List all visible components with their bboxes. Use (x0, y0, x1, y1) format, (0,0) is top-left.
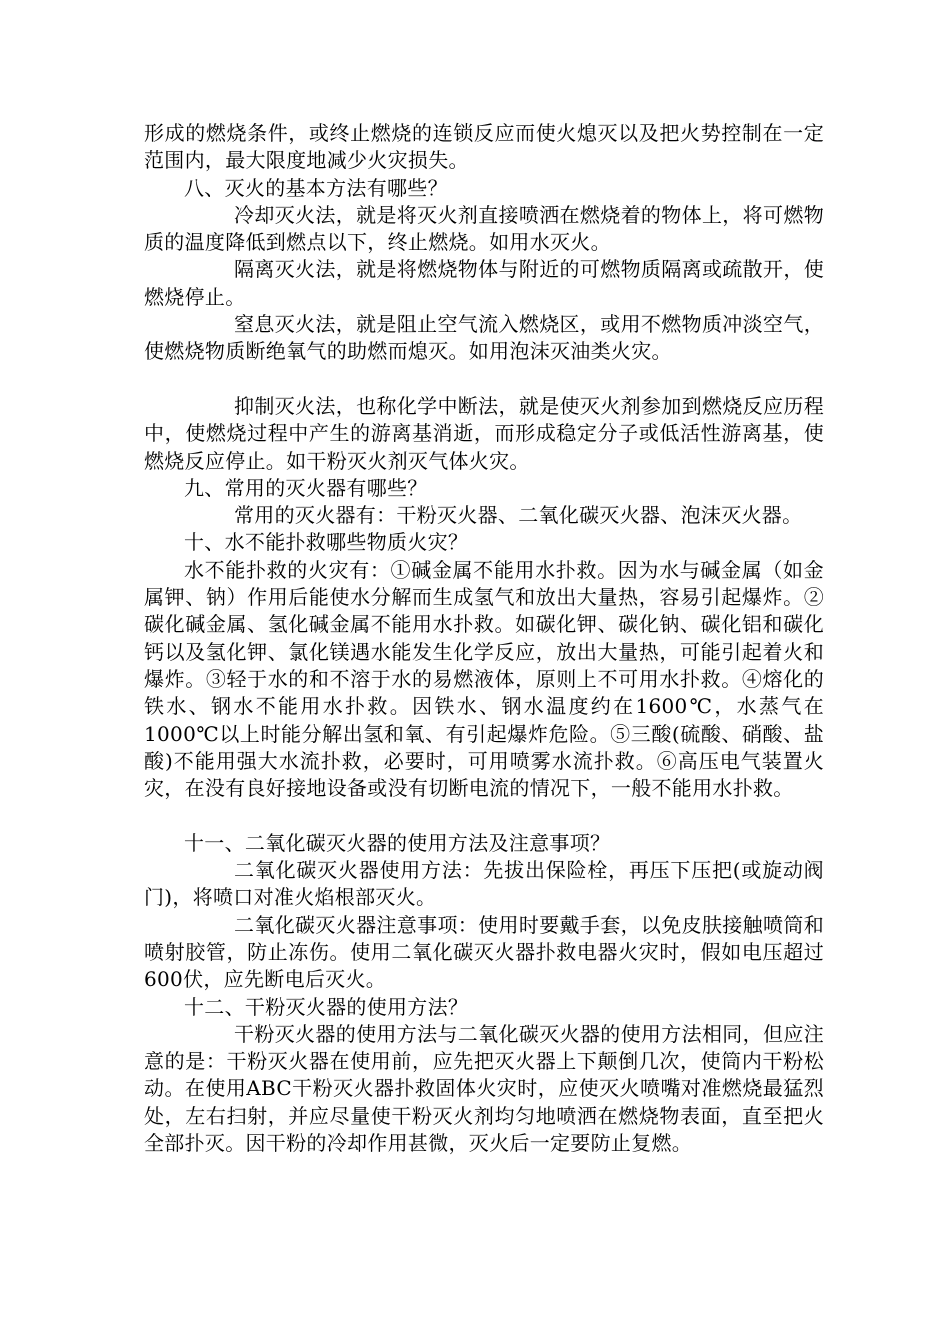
blank-line (144, 802, 824, 829)
section-heading-11: 十一、二氧化碳灭火器的使用方法及注意事项？ (184, 830, 611, 855)
section-heading-12: 十二、干粉灭火器的使用方法？ (184, 994, 469, 1019)
blank-line (144, 366, 824, 393)
paragraph-cooling-method: 冷却灭火法，就是将灭火剂直接喷洒在燃烧着的物体上，将可燃物质的温度降低到燃点以下，终止燃烧。如用水灭火。 (144, 202, 824, 255)
document-body (144, 120, 845, 1157)
paragraph-common-extinguishers: 常用的灭火器有：干粉灭火器、二氧化碳灭火器、泡沫灭火器。 (234, 503, 803, 528)
paragraph-co2-usage: 二氧化碳灭火器使用方法：先拔出保险栓，再压下压把(或旋动阀门)，将喷口对准火焰根部灭火。 (144, 858, 824, 910)
section-heading-8: 八、灭火的基本方法有哪些？ (184, 175, 448, 200)
paragraph-inhibition-method: 抑制灭火法，也称化学中断法，就是使灭火剂参加到燃烧反应历程中，使燃烧过程中产生的游离基消逝，而形成稳定分子或低活性游离基，使燃烧反应停止。如干粉灭火剂灭气体火灾。 (144, 393, 824, 473)
section-heading-9: 九、常用的灭火器有哪些？ (184, 475, 428, 500)
intro-paragraph: 形成的燃烧条件，或终止燃烧的连锁反应而使火熄灭以及把火势控制在一定范围内，最大限度地减少火灾损失。 (144, 121, 824, 173)
paragraph-smothering-method: 窒息灭火法，就是阻止空气流入燃烧区，或用不燃物质冲淡空气，使燃烧物质断绝氧气的助燃而熄灭。如用泡沫灭油类火灾。 (144, 312, 824, 364)
paragraph-dry-powder-usage: 干粉灭火器的使用方法与二氧化碳灭火器的使用方法相同，但应注意的是：干粉灭火器在使用前，应先把灭火器上下颠倒几次，使筒内干粉松动。在使用ABC干粉灭火器扑救固体火灾时，应使灭火喷嘴对准燃烧最猛烈处，左右扫射，并应尽量使干粉灭火剂均匀地喷洒在燃烧物表面，直至把火全部扑灭。因干粉的冷却作用甚微，灭火后一定要防止复燃。 (144, 1021, 824, 1155)
section-heading-10: 十、水不能扑救哪些物质火灾？ (184, 530, 469, 555)
paragraph-water-unsuitable: 水不能扑救的火灾有：①碱金属不能用水扑救。因为水与碱金属（如金属钾、钠）作用后能使水分解而生成氢气和放出大量热，容易引起爆炸。② 碳化碱金属、氢化碱金属不能用水扑救。如碳化钾、碳化钠、碳化铝和碳化钙以及氢化钾、氯化镁遇水能发生化学反应，放出大量热，可能引起着火和爆炸。③轻于水的和不溶于水的易燃液体，原则上不可用水扑救。④熔化的铁水、钢水不能用水扑救。因铁水、钢水温度约在1600℃，水蒸气在1000℃以上时能分解出氢和氧、有引起爆炸危险。⑤三酸(硫酸、硝酸、盐酸)不能用强大水流扑救，必要时，可用喷雾水流扑救。⑥高压电气装置火灾，在没有良好接地设备或没有切断电流的情况下，一般不能用水扑救。 (144, 557, 845, 801)
paragraph-isolation-method: 隔离灭火法，就是将燃烧物体与附近的可燃物质隔离或疏散开，使燃烧停止。 (144, 257, 824, 309)
paragraph-co2-precautions: 二氧化碳灭火器注意事项：使用时要戴手套，以免皮肤接触喷筒和喷射胶管，防止冻伤。使用二氧化碳灭火器扑救电器火灾时，假如电压超过600伏，应先断电后灭火。 (144, 912, 824, 992)
